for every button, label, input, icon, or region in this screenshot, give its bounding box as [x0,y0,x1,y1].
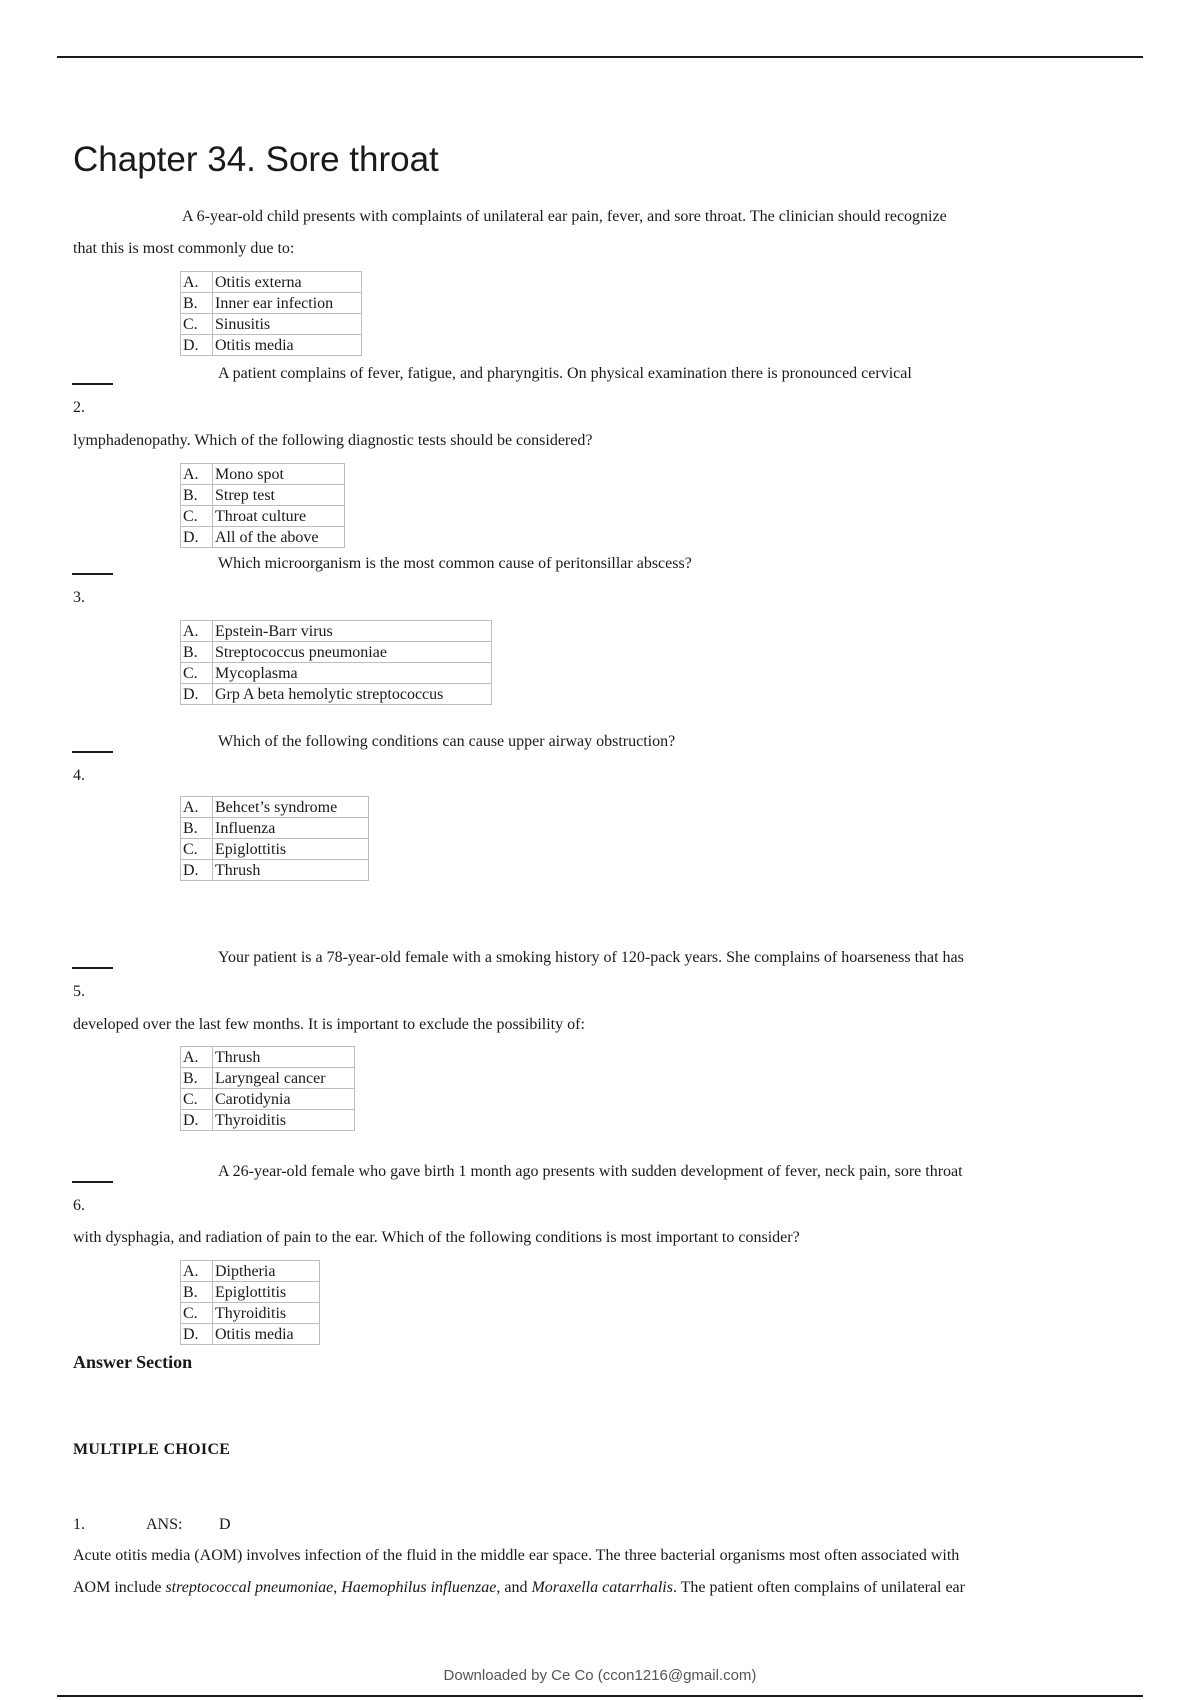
option-row[interactable] [181,839,369,860]
option-text: Throat culture [213,506,345,527]
option-row[interactable] [181,642,492,663]
option-text: Carotidynia [213,1089,355,1110]
option-letter: A. [181,621,213,642]
options-table [180,1260,320,1345]
question-number: 6. [73,1197,85,1214]
question-stem: A 6-year-old child presents with complaints of unilateral ear pain, fever, and sore throat. The clinician should recognize [182,208,947,225]
option-text: Thrush [213,1047,355,1068]
option-letter: C. [181,1303,213,1324]
question-number: 3. [73,589,85,606]
option-letter: C. [181,506,213,527]
options-table [180,1046,355,1131]
page-title: Chapter 34. Sore throat [73,140,439,179]
option-letter: D. [181,1324,213,1345]
download-footer: Downloaded by Ce Co (ccon1216@gmail.com) [443,1667,757,1684]
option-row[interactable] [181,1089,355,1110]
option-row[interactable] [181,272,362,293]
option-row[interactable] [181,663,492,684]
option-letter: B. [181,818,213,839]
option-row[interactable] [181,335,362,356]
option-letter: A. [181,272,213,293]
answer-section-heading: Answer Section [73,1352,193,1372]
option-letter: A. [181,1047,213,1068]
question-stem: A 26-year-old female who gave birth 1 month ago presents with sudden development of fever, neck pain, sore throat [218,1163,963,1180]
question-number: 5. [73,983,85,1000]
option-text: Mycoplasma [213,663,492,684]
answer-blank[interactable] [72,967,113,969]
option-letter: D. [181,684,213,705]
top-rule [57,56,1143,58]
question-stem: A patient complains of fever, fatigue, and pharyngitis. On physical examination there is pronounced cervical [218,365,912,382]
option-row[interactable] [181,818,369,839]
option-row[interactable] [181,1324,320,1345]
option-text: Epstein-Barr virus [213,621,492,642]
answer-blank[interactable] [72,1181,113,1183]
option-row[interactable] [181,314,362,335]
explanation-text: , and [496,1579,532,1596]
options-table [180,463,345,548]
option-row[interactable] [181,797,369,818]
option-row[interactable] [181,1068,355,1089]
option-text: Epiglottitis [213,839,369,860]
answer-number: 1. [73,1516,85,1533]
option-text: Epiglottitis [213,1282,320,1303]
option-letter: B. [181,642,213,663]
answer-value: D [219,1516,231,1533]
option-letter: C. [181,839,213,860]
option-row[interactable] [181,684,492,705]
option-row[interactable] [181,621,492,642]
option-text: Sinusitis [213,314,362,335]
option-text: Otitis media [213,335,362,356]
option-letter: C. [181,663,213,684]
question-number: 2. [73,399,85,416]
organism-name: streptococcal pneumoniae [165,1579,334,1596]
option-row[interactable] [181,527,345,548]
explanation-text: . The patient often complains of unilateral ear [672,1579,965,1596]
option-text: Thyroiditis [213,1303,320,1324]
options-table [180,271,362,356]
question-stem: Your patient is a 78-year-old female with a smoking history of 120-pack years. She complains of hoarseness that has [218,949,964,966]
options-table [180,796,369,881]
option-text: Strep test [213,485,345,506]
answer-explanation: Acute otitis media (AOM) involves infection of the fluid in the middle ear space. The three bacterial organisms most often associated with [73,1547,960,1564]
question-stem: with dysphagia, and radiation of pain to the ear. Which of the following conditions is most important to consider? [73,1229,800,1246]
answer-label: ANS: [146,1516,183,1533]
option-letter: C. [181,314,213,335]
option-row[interactable] [181,1282,320,1303]
options-table [180,620,492,705]
answer-blank[interactable] [72,383,113,385]
option-text: All of the above [213,527,345,548]
option-row[interactable] [181,506,345,527]
answer-explanation [73,1578,965,1598]
option-letter: D. [181,1110,213,1131]
option-row[interactable] [181,464,345,485]
option-text: Thrush [213,860,369,881]
option-letter: A. [181,464,213,485]
option-row[interactable] [181,485,345,506]
option-letter: A. [181,1261,213,1282]
option-row[interactable] [181,1047,355,1068]
option-text: Otitis externa [213,272,362,293]
option-letter: D. [181,335,213,356]
question-number: 4. [73,767,85,784]
option-letter: B. [181,1282,213,1303]
option-text: Thyroiditis [213,1110,355,1131]
option-row[interactable] [181,1261,320,1282]
question-stem: developed over the last few months. It is important to exclude the possibility of: [73,1016,585,1033]
explanation-text: AOM include [73,1579,166,1596]
option-text: Inner ear infection [213,293,362,314]
question-stem: that this is most commonly due to: [73,240,295,257]
organism-name: Moraxella catarrhalis [531,1579,673,1596]
bottom-rule [57,1695,1143,1697]
question-stem: Which microorganism is the most common cause of peritonsillar abscess? [218,555,692,572]
option-letter: B. [181,485,213,506]
option-letter: B. [181,1068,213,1089]
option-letter: D. [181,527,213,548]
organism-name: Haemophilus influenzae [341,1579,497,1596]
answer-blank[interactable] [72,573,113,575]
answer-blank[interactable] [72,751,113,753]
option-row[interactable] [181,860,369,881]
explanation-text: , [333,1579,342,1596]
option-text: Laryngeal cancer [213,1068,355,1089]
option-text: Diptheria [213,1261,320,1282]
option-text: Mono spot [213,464,345,485]
question-stem: lymphadenopathy. Which of the following diagnostic tests should be considered? [73,432,593,449]
option-letter: A. [181,797,213,818]
option-text: Behcet’s syndrome [213,797,369,818]
option-text: Streptococcus pneumoniae [213,642,492,663]
option-letter: C. [181,1089,213,1110]
option-letter: B. [181,293,213,314]
multiple-choice-heading: MULTIPLE CHOICE [73,1441,231,1458]
question-stem: Which of the following conditions can cause upper airway obstruction? [218,733,676,750]
option-row[interactable] [181,293,362,314]
option-text: Otitis media [213,1324,320,1345]
option-row[interactable] [181,1110,355,1131]
option-letter: D. [181,860,213,881]
option-text: Influenza [213,818,369,839]
option-row[interactable] [181,1303,320,1324]
option-text: Grp A beta hemolytic streptococcus [213,684,492,705]
